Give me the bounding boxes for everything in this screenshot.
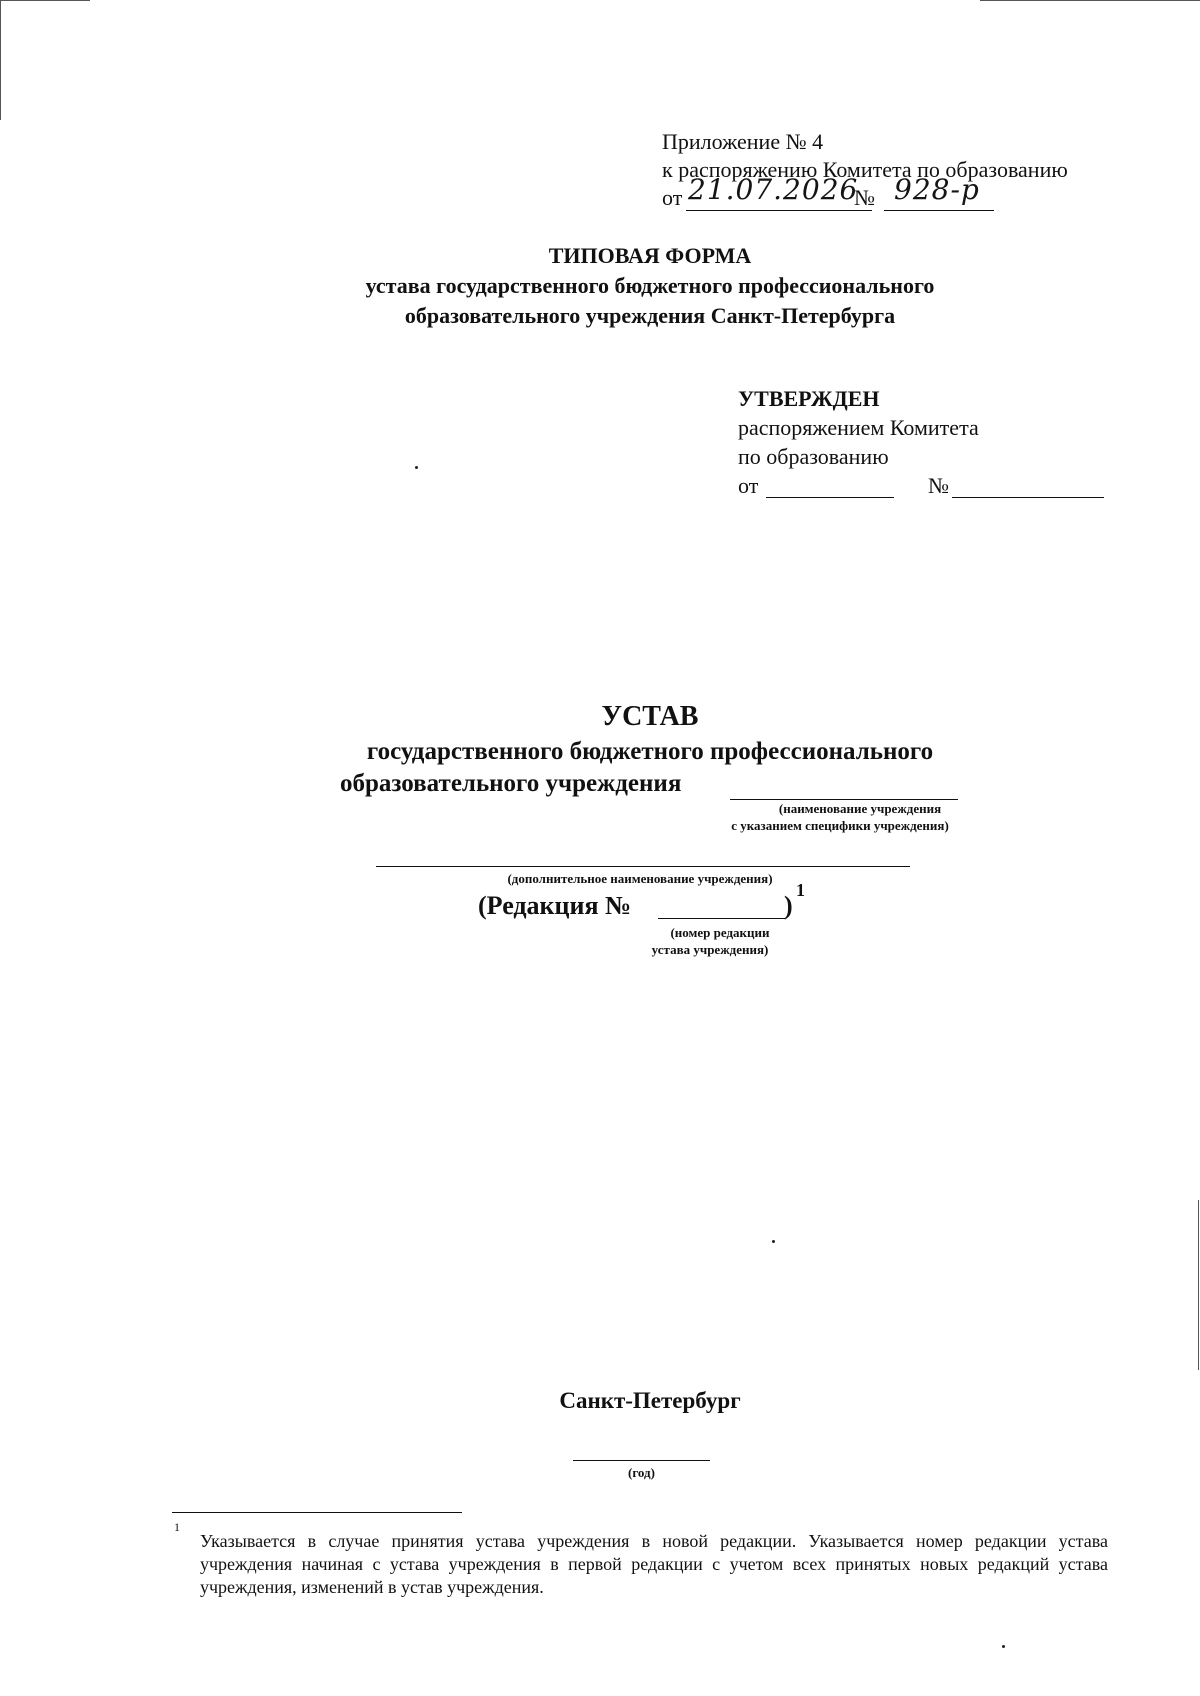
year-hint: (год): [628, 1465, 655, 1480]
handwritten-date: 21.07.2026: [688, 173, 859, 206]
year-field: [573, 1438, 710, 1461]
annex-no-label: №: [854, 185, 875, 210]
approved-from-prefix: от: [738, 473, 759, 498]
institution-name-hint-2: с указанием специфики учреждения): [731, 818, 949, 833]
form-header-line1: устава государственного бюджетного профессионального: [365, 273, 935, 298]
annex-from-prefix: от: [662, 185, 683, 210]
city: Санкт-Петербург: [559, 1388, 741, 1413]
annex-date-line: [662, 173, 1182, 214]
scan-edge-left: [0, 0, 1, 120]
approved-date-field: [766, 471, 894, 498]
scan-speck: [772, 1240, 775, 1243]
scan-speck: [415, 466, 418, 469]
footnote-mark: 1: [174, 1520, 180, 1534]
approved-number-field: [952, 471, 1104, 498]
annex-date-field: [686, 173, 872, 211]
annex-number-field: [884, 173, 994, 211]
footnote-separator: [172, 1512, 462, 1513]
approved-block: [738, 384, 1118, 501]
institution-name-hint-1: (наименование учреждения: [778, 801, 942, 816]
form-header-title: ТИПОВАЯ ФОРМА: [548, 243, 752, 268]
scan-edge-top: [0, 0, 90, 1]
institution-name-field: [730, 772, 958, 800]
edition-close: ): [784, 891, 793, 920]
edition-label: (Редакция №: [478, 891, 632, 920]
charter-title: УСТАВ: [601, 701, 699, 732]
handwritten-number: 928-р: [894, 173, 980, 206]
scan-speck: [1002, 1645, 1005, 1648]
annex-title: Приложение № 4: [662, 129, 824, 154]
charter-line2: образовательного учреждения: [340, 770, 682, 797]
approved-title: УТВЕРЖДЕН: [738, 386, 880, 411]
annex-to-order: к распоряжению Комитета по образованию: [662, 157, 1068, 182]
approved-date-line: [738, 471, 1118, 501]
edition-number-hint-2: устава учреждения): [651, 942, 769, 957]
edition-number-field: [658, 892, 786, 919]
edition-line: [478, 880, 838, 924]
institution-name-hint: [690, 800, 990, 834]
edition-number-hint: [620, 924, 800, 958]
approved-no-label: №: [928, 473, 949, 498]
approved-line1: распоряжением Комитета: [738, 415, 979, 440]
form-header-line2: образовательного учреждения Санкт-Петербурга: [404, 303, 896, 328]
scan-edge-top-right: [980, 0, 1200, 1]
form-header: [250, 241, 1050, 331]
edition-number-hint-1: (номер редакции: [670, 925, 770, 940]
additional-name-field: [376, 840, 910, 867]
annex-block: [662, 128, 1182, 214]
additional-name-hint: (дополнительное наименование учреждения): [507, 871, 773, 886]
scan-edge-right: [1198, 1200, 1199, 1370]
approved-line2: по образованию: [738, 444, 889, 469]
charter-line1: государственного бюджетного профессионального: [366, 738, 934, 765]
footnote-text: Указывается в случае принятия устава учреждения в новой редакции. Указывается номер редакции устава учреждения начиная с устава учреждения в первой редакции с учетом всех принятых новых редакций устава учреждения, изменений в устав учреждения.: [200, 1531, 1108, 1597]
edition-footnote-ref: 1: [796, 880, 805, 900]
